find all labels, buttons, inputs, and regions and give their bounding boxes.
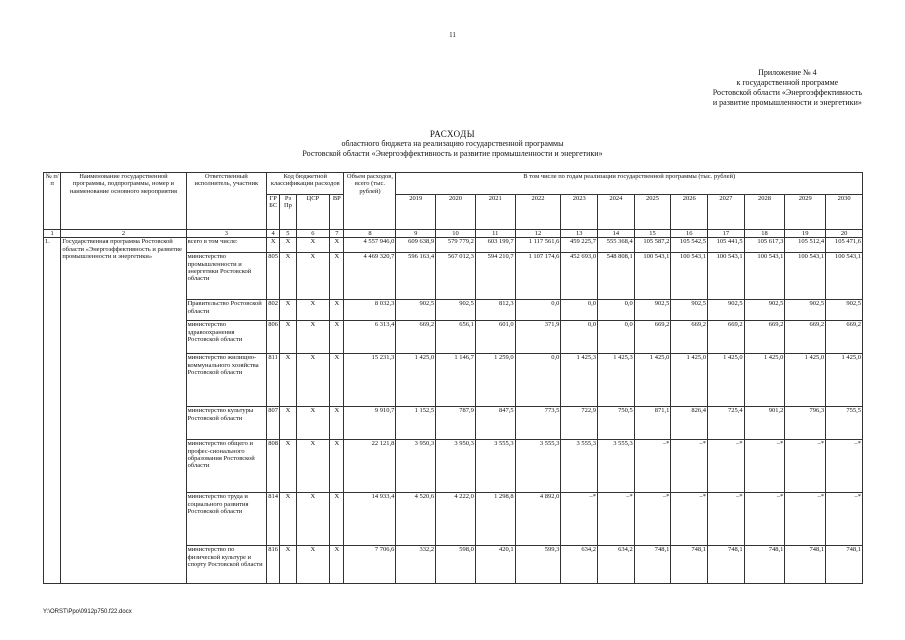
year-value-cell: 669,2 bbox=[826, 321, 863, 354]
year-value-cell: 787,9 bbox=[436, 407, 476, 440]
header-year: 2022 bbox=[515, 195, 561, 230]
year-value-cell: 105 542,5 bbox=[671, 238, 708, 253]
year-value-cell: 755,5 bbox=[826, 407, 863, 440]
grbs-cell: 814 bbox=[267, 493, 280, 546]
rzpr-cell: X bbox=[280, 300, 296, 321]
column-number-row bbox=[44, 230, 863, 238]
header-year: 2028 bbox=[744, 195, 785, 230]
year-value-cell: 1 117 561,6 bbox=[515, 238, 561, 253]
year-value-cell: 555 368,4 bbox=[598, 238, 635, 253]
grbs-cell: 816 bbox=[267, 546, 280, 584]
year-value-cell: 3 555,3 bbox=[515, 440, 561, 493]
total-cell: 4 557 946,0 bbox=[344, 238, 396, 253]
col-number: 3 bbox=[186, 230, 266, 238]
year-value-cell: 1 425,0 bbox=[634, 354, 671, 407]
col-number: 2 bbox=[61, 230, 186, 238]
year-value-cell: 0,0 bbox=[598, 321, 635, 354]
year-value-cell: 750,5 bbox=[598, 407, 635, 440]
header-year: 2020 bbox=[436, 195, 476, 230]
year-value-cell: 748,1 bbox=[671, 546, 708, 584]
header-exec: Ответственный исполнитель, участник bbox=[186, 173, 266, 230]
appendix-line: Приложение № 4 bbox=[758, 68, 817, 77]
total-cell: 15 231,3 bbox=[344, 354, 396, 407]
col-number: 9 bbox=[396, 230, 436, 238]
csr-cell: X bbox=[296, 321, 330, 354]
year-value-cell: 601,0 bbox=[475, 321, 515, 354]
year-value-cell: 459 225,7 bbox=[561, 238, 598, 253]
col-number: 12 bbox=[515, 230, 561, 238]
header-rzpr: Рз Пр bbox=[280, 195, 296, 230]
total-cell: 14 933,4 bbox=[344, 493, 396, 546]
year-value-cell: 1 107 174,6 bbox=[515, 253, 561, 300]
grbs-cell: 811 bbox=[267, 354, 280, 407]
year-value-cell: 748,1 bbox=[785, 546, 826, 584]
year-value-cell: 0,0 bbox=[598, 300, 635, 321]
year-value-cell: 871,1 bbox=[634, 407, 671, 440]
header-name: Наименование государственной программы, подпрограммы, номер и наименование основного мероприятия bbox=[61, 173, 186, 230]
grbs-cell: X bbox=[267, 238, 280, 253]
year-value-cell: 748,1 bbox=[744, 546, 785, 584]
year-value-cell: 812,3 bbox=[475, 300, 515, 321]
year-value-cell: 773,5 bbox=[515, 407, 561, 440]
year-value-cell: 105 512,4 bbox=[785, 238, 826, 253]
year-value-cell: 902,5 bbox=[436, 300, 476, 321]
executor-cell: министерство жилищно-коммунального хозяйства Ростовской области bbox=[186, 354, 266, 407]
year-value-cell: 4 520,6 bbox=[396, 493, 436, 546]
executor-cell: министерство общего и профес-сионального образования Ростовской области bbox=[186, 440, 266, 493]
header-year: 2026 bbox=[671, 195, 708, 230]
total-cell: 6 313,4 bbox=[344, 321, 396, 354]
year-value-cell: 669,2 bbox=[671, 321, 708, 354]
grbs-cell: 808 bbox=[267, 440, 280, 493]
vr-cell: X bbox=[330, 300, 344, 321]
table-row bbox=[44, 238, 863, 253]
year-value-cell: 748,1 bbox=[634, 546, 671, 584]
year-value-cell: –* bbox=[671, 493, 708, 546]
program-number: 1. bbox=[44, 238, 61, 584]
col-number: 18 bbox=[744, 230, 785, 238]
executor-cell: министерство культуры Ростовской области bbox=[186, 407, 266, 440]
vr-cell: X bbox=[330, 546, 344, 584]
vr-cell: X bbox=[330, 321, 344, 354]
title-main: РАСХОДЫ bbox=[429, 129, 476, 139]
grbs-cell: 802 bbox=[267, 300, 280, 321]
year-value-cell: 669,2 bbox=[396, 321, 436, 354]
csr-cell: X bbox=[296, 407, 330, 440]
col-number: 11 bbox=[475, 230, 515, 238]
year-value-cell: 902,5 bbox=[785, 300, 826, 321]
year-value-cell: –* bbox=[785, 493, 826, 546]
header-year: 2027 bbox=[708, 195, 745, 230]
year-value-cell: 1 425,0 bbox=[671, 354, 708, 407]
col-number: 10 bbox=[436, 230, 476, 238]
year-value-cell: 1 425,0 bbox=[708, 354, 745, 407]
header-grbs: ГР БС bbox=[267, 195, 280, 230]
year-value-cell: 598,0 bbox=[436, 546, 476, 584]
year-value-cell: 669,2 bbox=[744, 321, 785, 354]
header-volume: Объем расходов, всего (тыс. рублей) bbox=[344, 173, 396, 230]
col-number: 5 bbox=[280, 230, 296, 238]
year-value-cell: –* bbox=[744, 493, 785, 546]
year-value-cell: 105 441,5 bbox=[708, 238, 745, 253]
year-value-cell: 0,0 bbox=[515, 300, 561, 321]
header-year: 2024 bbox=[598, 195, 635, 230]
year-value-cell: 100 543,1 bbox=[826, 253, 863, 300]
rzpr-cell: X bbox=[280, 546, 296, 584]
year-value-cell: 0,0 bbox=[561, 321, 598, 354]
year-value-cell: 902,5 bbox=[708, 300, 745, 321]
vr-cell: X bbox=[330, 238, 344, 253]
year-value-cell: 599,3 bbox=[515, 546, 561, 584]
year-value-cell: 452 693,0 bbox=[561, 253, 598, 300]
header-year: 2019 bbox=[396, 195, 436, 230]
rzpr-cell: X bbox=[280, 493, 296, 546]
col-number: 15 bbox=[634, 230, 671, 238]
year-value-cell: 3 555,3 bbox=[598, 440, 635, 493]
year-value-cell: –* bbox=[708, 440, 745, 493]
year-value-cell: 100 543,1 bbox=[785, 253, 826, 300]
csr-cell: X bbox=[296, 440, 330, 493]
year-value-cell: 1 298,8 bbox=[475, 493, 515, 546]
table-body bbox=[44, 238, 863, 584]
total-cell: 9 910,7 bbox=[344, 407, 396, 440]
executor-cell: министерство труда и социального развития Ростовской области bbox=[186, 493, 266, 546]
year-value-cell: 669,2 bbox=[708, 321, 745, 354]
executor-cell: всего в том числе: bbox=[186, 238, 266, 253]
year-value-cell: 796,3 bbox=[785, 407, 826, 440]
year-value-cell: –* bbox=[826, 493, 863, 546]
appendix-note bbox=[713, 68, 862, 108]
year-value-cell: 1 425,3 bbox=[598, 354, 635, 407]
program-name: Государственная программа Ростовской области «Энергоэффективность и развитие промышленности и энергетики» bbox=[61, 238, 186, 584]
year-value-cell: 609 638,9 bbox=[396, 238, 436, 253]
executor-cell: министерство по физической культуре и спорту Ростовской области bbox=[186, 546, 266, 584]
col-number: 19 bbox=[785, 230, 826, 238]
year-value-cell: 4 892,0 bbox=[515, 493, 561, 546]
year-value-cell: 100 543,1 bbox=[744, 253, 785, 300]
csr-cell: X bbox=[296, 238, 330, 253]
rzpr-cell: X bbox=[280, 440, 296, 493]
year-value-cell: 105 617,3 bbox=[744, 238, 785, 253]
total-cell: 7 706,6 bbox=[344, 546, 396, 584]
year-value-cell: 748,1 bbox=[826, 546, 863, 584]
vr-cell: X bbox=[330, 440, 344, 493]
year-value-cell: 656,1 bbox=[436, 321, 476, 354]
file-path-footer: Y:\ORST\Ppo\0912p750.f22.docx bbox=[43, 609, 132, 615]
appendix-line: Ростовской области «Энергоэффективность bbox=[712, 88, 862, 97]
year-value-cell: 100 543,1 bbox=[634, 253, 671, 300]
year-value-cell: 332,2 bbox=[396, 546, 436, 584]
header-year: 2029 bbox=[785, 195, 826, 230]
header-year: 2030 bbox=[826, 195, 863, 230]
col-number: 20 bbox=[826, 230, 863, 238]
year-value-cell: 0,0 bbox=[561, 300, 598, 321]
year-value-cell: 748,1 bbox=[708, 546, 745, 584]
header-year: 2025 bbox=[634, 195, 671, 230]
year-value-cell: 3 555,3 bbox=[561, 440, 598, 493]
header-csr: ЦСР bbox=[296, 195, 330, 230]
year-value-cell: 826,4 bbox=[671, 407, 708, 440]
executor-cell: министерство промышленности и энергетики Ростовской области bbox=[186, 253, 266, 300]
year-value-cell: 1 152,5 bbox=[396, 407, 436, 440]
year-value-cell: 1 146,7 bbox=[436, 354, 476, 407]
rzpr-cell: X bbox=[280, 407, 296, 440]
rzpr-cell: X bbox=[280, 354, 296, 407]
year-value-cell: 548 808,1 bbox=[598, 253, 635, 300]
year-value-cell: 594 210,7 bbox=[475, 253, 515, 300]
year-value-cell: –* bbox=[785, 440, 826, 493]
header-vr: ВР bbox=[330, 195, 344, 230]
vr-cell: X bbox=[330, 407, 344, 440]
csr-cell: X bbox=[296, 354, 330, 407]
appendix-line: и развитие промышленности и энергетики» bbox=[712, 98, 862, 107]
year-value-cell: 722,9 bbox=[561, 407, 598, 440]
year-value-cell: –* bbox=[744, 440, 785, 493]
year-value-cell: 634,2 bbox=[561, 546, 598, 584]
year-value-cell: 105 587,2 bbox=[634, 238, 671, 253]
csr-cell: X bbox=[296, 493, 330, 546]
col-number: 16 bbox=[671, 230, 708, 238]
header-years-group: В том числе по годам реализации государственной программы (тыс. рублей) bbox=[396, 173, 863, 195]
year-value-cell: 579 779,2 bbox=[436, 238, 476, 253]
page-number: 11 bbox=[449, 31, 456, 39]
csr-cell: X bbox=[296, 253, 330, 300]
document-title bbox=[0, 129, 905, 159]
year-value-cell: 902,5 bbox=[671, 300, 708, 321]
vr-cell: X bbox=[330, 493, 344, 546]
year-value-cell: –* bbox=[561, 493, 598, 546]
year-value-cell: 1 425,3 bbox=[561, 354, 598, 407]
year-value-cell: 603 199,7 bbox=[475, 238, 515, 253]
year-value-cell: 1 425,0 bbox=[744, 354, 785, 407]
year-value-cell: 902,5 bbox=[396, 300, 436, 321]
rzpr-cell: X bbox=[280, 253, 296, 300]
year-value-cell: 567 012,3 bbox=[436, 253, 476, 300]
total-cell: 22 121,8 bbox=[344, 440, 396, 493]
header-code-group: Код бюджетной классификации расходов bbox=[267, 173, 344, 195]
year-value-cell: 3 950,3 bbox=[396, 440, 436, 493]
year-value-cell: 1 259,0 bbox=[475, 354, 515, 407]
csr-cell: X bbox=[296, 546, 330, 584]
year-value-cell: 902,5 bbox=[634, 300, 671, 321]
year-value-cell: 901,2 bbox=[744, 407, 785, 440]
year-value-cell: 902,5 bbox=[744, 300, 785, 321]
col-number: 7 bbox=[330, 230, 344, 238]
col-number: 4 bbox=[267, 230, 280, 238]
total-cell: 4 469 320,7 bbox=[344, 253, 396, 300]
year-value-cell: –* bbox=[671, 440, 708, 493]
col-number: 6 bbox=[296, 230, 330, 238]
header-num: № п/п bbox=[44, 173, 61, 230]
year-value-cell: 902,5 bbox=[826, 300, 863, 321]
rzpr-cell: X bbox=[280, 321, 296, 354]
year-value-cell: 3 950,3 bbox=[436, 440, 476, 493]
year-value-cell: 596 163,4 bbox=[396, 253, 436, 300]
year-value-cell: 100 543,1 bbox=[708, 253, 745, 300]
year-value-cell: 4 222,0 bbox=[436, 493, 476, 546]
col-number: 14 bbox=[598, 230, 635, 238]
col-number: 8 bbox=[344, 230, 396, 238]
grbs-cell: 806 bbox=[267, 321, 280, 354]
year-value-cell: 1 425,0 bbox=[826, 354, 863, 407]
year-value-cell: –* bbox=[598, 493, 635, 546]
title-line: областного бюджета на реализацию государственной программы bbox=[341, 139, 564, 148]
year-value-cell: 847,5 bbox=[475, 407, 515, 440]
year-value-cell: 1 425,0 bbox=[785, 354, 826, 407]
executor-cell: министерство здравоохранения Ростовской области bbox=[186, 321, 266, 354]
year-value-cell: 0,0 bbox=[515, 354, 561, 407]
col-number: 13 bbox=[561, 230, 598, 238]
header-year: 2021 bbox=[475, 195, 515, 230]
year-value-cell: 420,1 bbox=[475, 546, 515, 584]
grbs-cell: 805 bbox=[267, 253, 280, 300]
year-value-cell: –* bbox=[634, 440, 671, 493]
expenses-table bbox=[43, 172, 863, 584]
vr-cell: X bbox=[330, 354, 344, 407]
col-number: 17 bbox=[708, 230, 745, 238]
year-value-cell: –* bbox=[634, 493, 671, 546]
year-value-cell: 371,9 bbox=[515, 321, 561, 354]
appendix-line: к государственной программе bbox=[736, 78, 839, 87]
grbs-cell: 807 bbox=[267, 407, 280, 440]
year-value-cell: –* bbox=[826, 440, 863, 493]
year-value-cell: 105 471,6 bbox=[826, 238, 863, 253]
year-value-cell: 3 555,3 bbox=[475, 440, 515, 493]
year-value-cell: 1 425,0 bbox=[396, 354, 436, 407]
executor-cell: Правительство Ростовской области bbox=[186, 300, 266, 321]
col-number: 1 bbox=[44, 230, 61, 238]
vr-cell: X bbox=[330, 253, 344, 300]
total-cell: 8 032,3 bbox=[344, 300, 396, 321]
year-value-cell: 669,2 bbox=[785, 321, 826, 354]
year-value-cell: 100 543,1 bbox=[671, 253, 708, 300]
year-value-cell: 725,4 bbox=[708, 407, 745, 440]
year-value-cell: 669,2 bbox=[634, 321, 671, 354]
header-year: 2023 bbox=[561, 195, 598, 230]
year-value-cell: –* bbox=[708, 493, 745, 546]
title-line: Ростовской области «Энергоэффективность и развитие промышленности и энергетики» bbox=[302, 149, 603, 158]
rzpr-cell: X bbox=[280, 238, 296, 253]
year-value-cell: 634,2 bbox=[598, 546, 635, 584]
csr-cell: X bbox=[296, 300, 330, 321]
